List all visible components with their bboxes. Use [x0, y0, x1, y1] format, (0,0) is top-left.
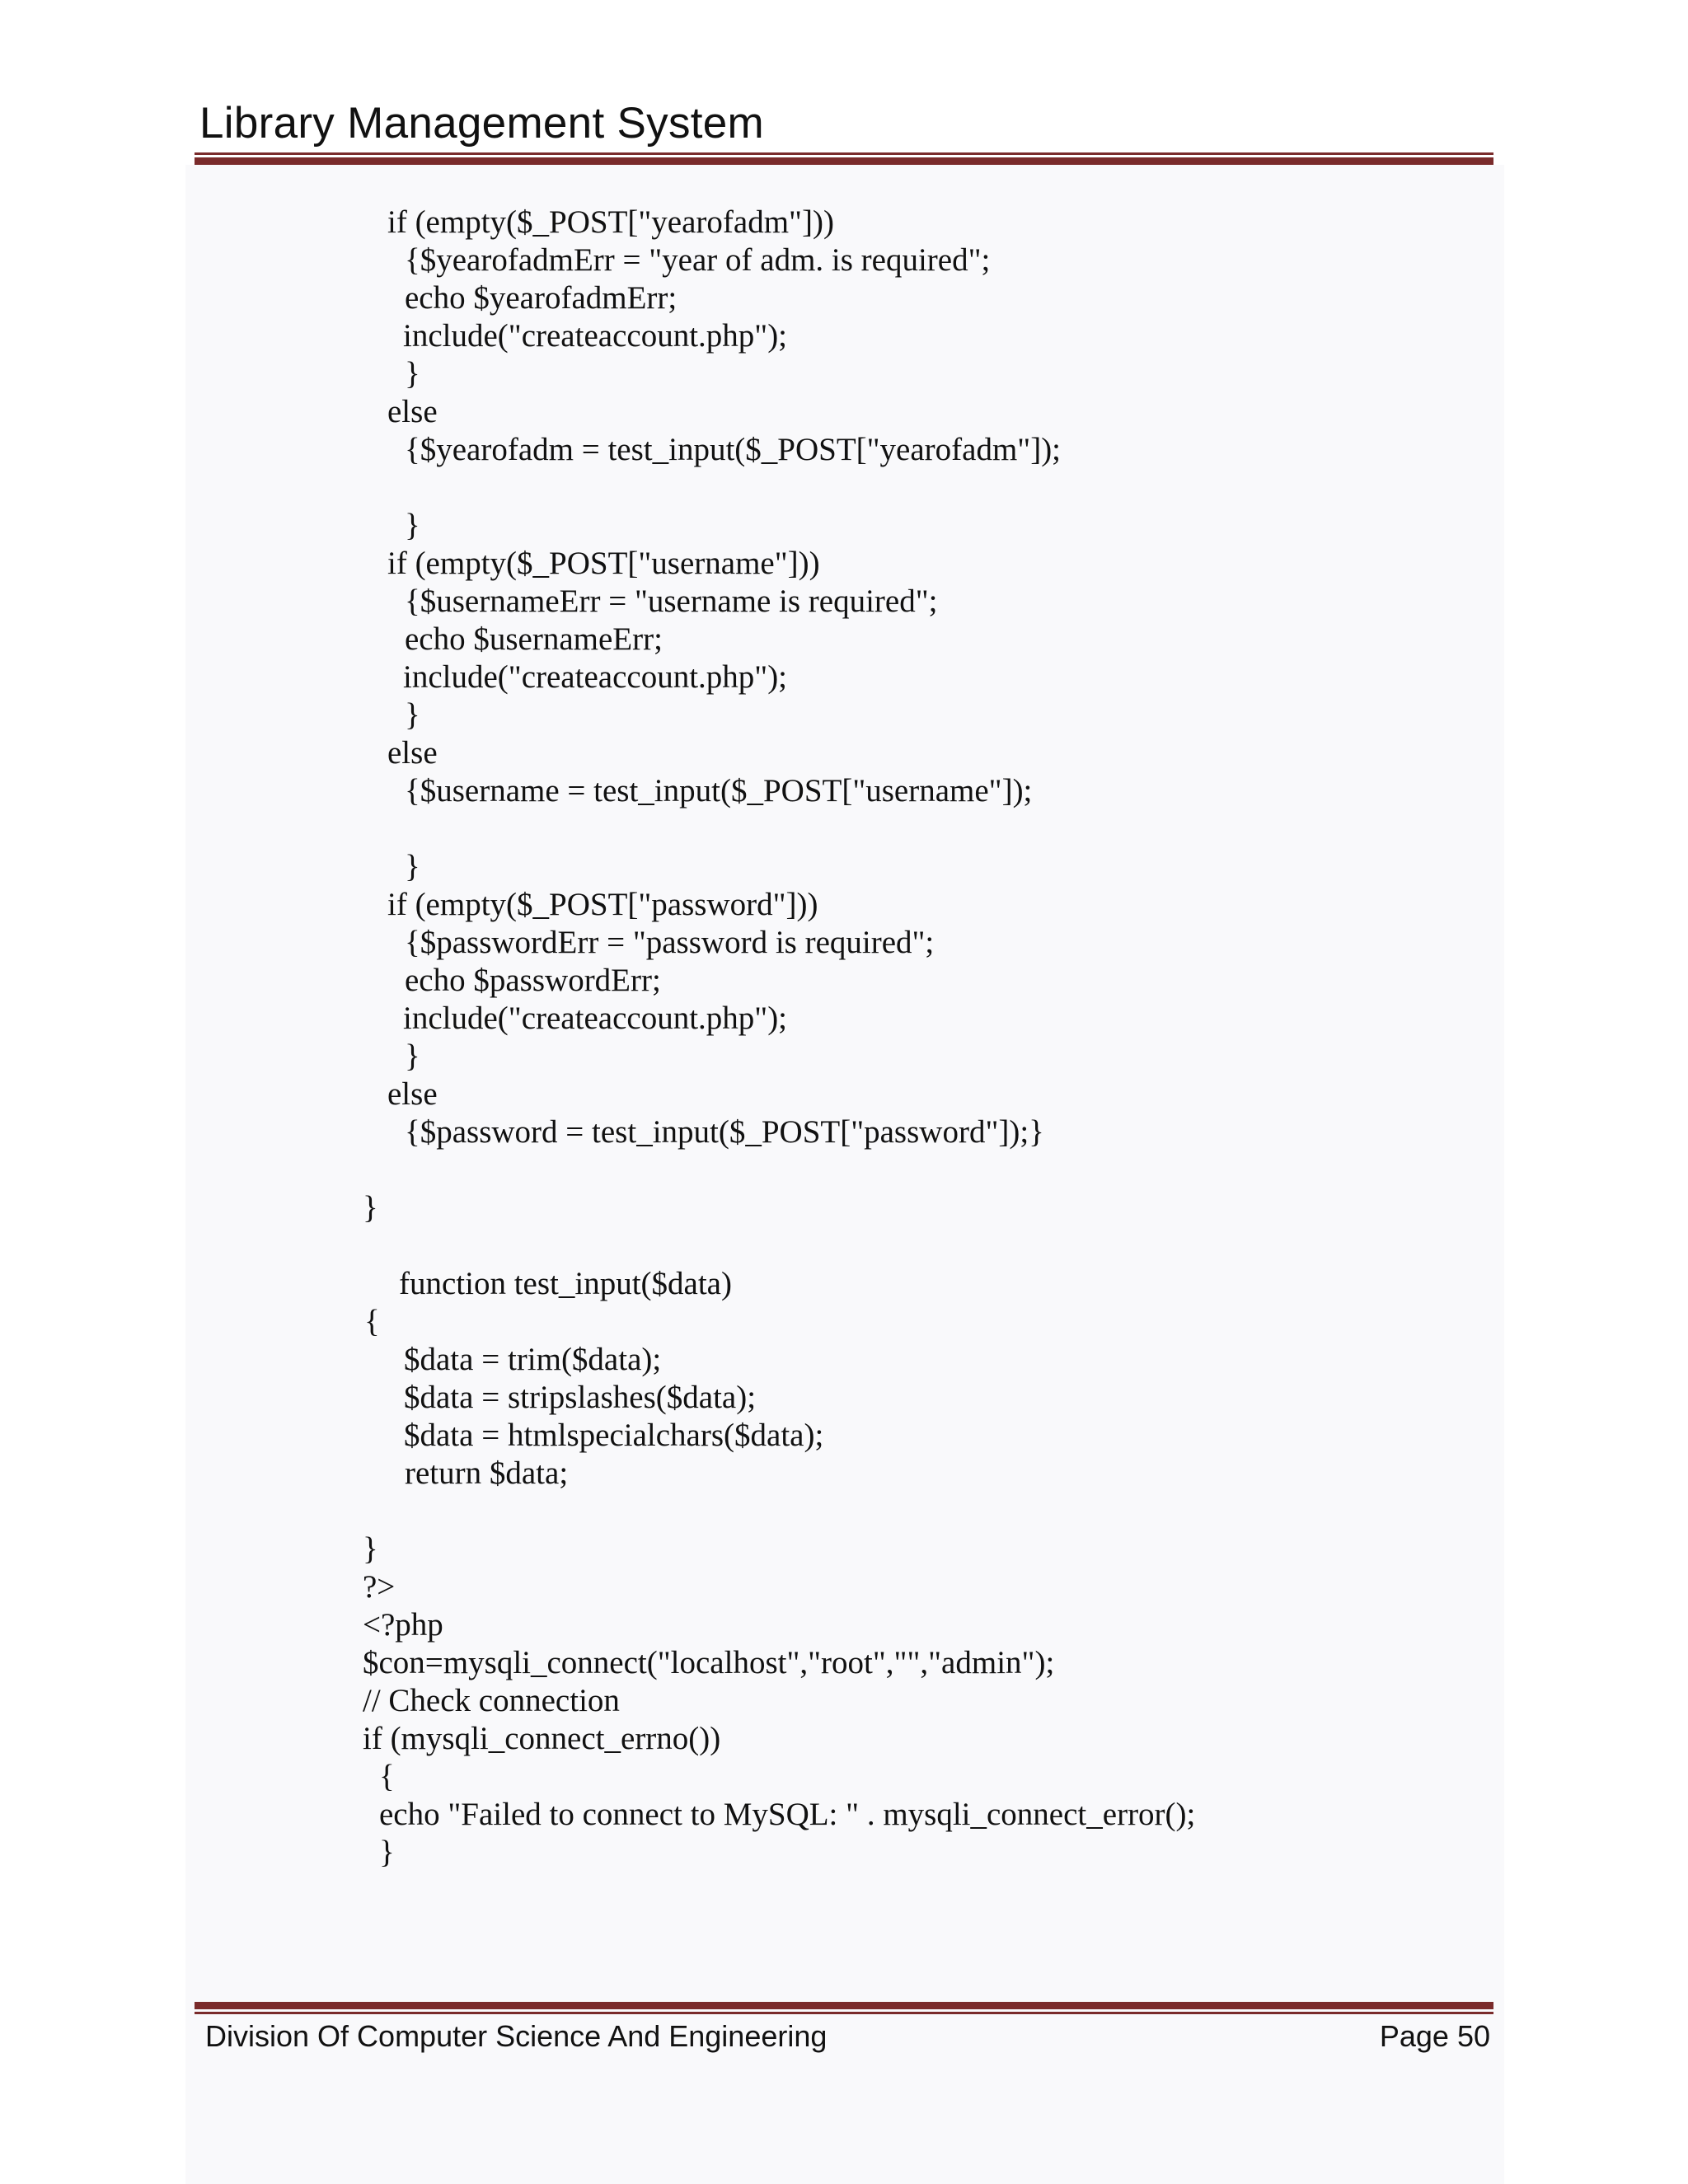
code-line: return $data;: [405, 1455, 569, 1491]
footer-rule-thick: [195, 2002, 1493, 2009]
code-line: if (empty($_POST["username"])): [387, 546, 820, 581]
code-line: {$passwordErr = "password is required";: [405, 925, 935, 960]
code-line: }: [363, 1190, 378, 1226]
code-line: {$yearofadm = test_input($_POST["yearofadm"]);: [405, 432, 1062, 467]
code-line: {$usernameErr = "username is required";: [405, 583, 938, 619]
code-line: if (empty($_POST["yearofadm"])): [387, 204, 834, 240]
code-line: }: [405, 697, 420, 733]
code-line: $data = stripslashes($data);: [404, 1380, 757, 1415]
code-line: else: [387, 1076, 438, 1112]
code-line: echo $yearofadmErr;: [405, 280, 678, 316]
code-line: include("createaccount.php");: [403, 318, 788, 354]
code-line: echo "Failed to connect to MySQL: " . mysqli_connect_error();: [379, 1797, 1196, 1832]
code-line: {: [379, 1759, 395, 1794]
footer-rule-thin: [195, 2012, 1493, 2014]
code-line: // Check connection: [363, 1683, 620, 1718]
code-line: {: [364, 1304, 380, 1339]
code-line: }: [405, 508, 420, 543]
footer-division: Division Of Computer Science And Engineering: [205, 2019, 828, 2053]
code-line: echo $passwordErr;: [405, 963, 661, 998]
code-line: }: [405, 1038, 420, 1074]
code-line: ?>: [363, 1569, 396, 1605]
document-header-title: Library Management System: [199, 99, 765, 148]
code-line: }: [363, 1531, 378, 1567]
code-line: function test_input($data): [399, 1266, 732, 1301]
code-line: $con=mysqli_connect("localhost","root","","admin");: [363, 1645, 1055, 1680]
code-line: }: [405, 356, 420, 391]
header-rule-thick: [195, 157, 1493, 165]
header-rule-thin: [195, 152, 1493, 155]
code-line: else: [387, 394, 438, 429]
code-line: $data = trim($data);: [404, 1342, 662, 1377]
code-line: {$password = test_input($_POST["password"]);}: [405, 1114, 1044, 1150]
page-number: Page 50: [1379, 2019, 1490, 2053]
code-line: if (mysqli_connect_errno()): [363, 1721, 721, 1756]
code-line: if (empty($_POST["password"])): [387, 887, 818, 922]
code-line: <?php: [363, 1607, 443, 1643]
code-line: {$username = test_input($_POST["username"]);: [405, 773, 1033, 808]
code-line: echo $usernameErr;: [405, 621, 663, 657]
code-line: $data = htmlspecialchars($data);: [404, 1418, 824, 1453]
code-line: }: [379, 1835, 395, 1870]
code-line: {$yearofadmErr = "year of adm. is required";: [405, 242, 991, 278]
code-line: include("createaccount.php");: [403, 1001, 788, 1036]
code-line: include("createaccount.php");: [403, 659, 788, 695]
code-line: else: [387, 735, 438, 771]
code-line: }: [405, 849, 420, 884]
